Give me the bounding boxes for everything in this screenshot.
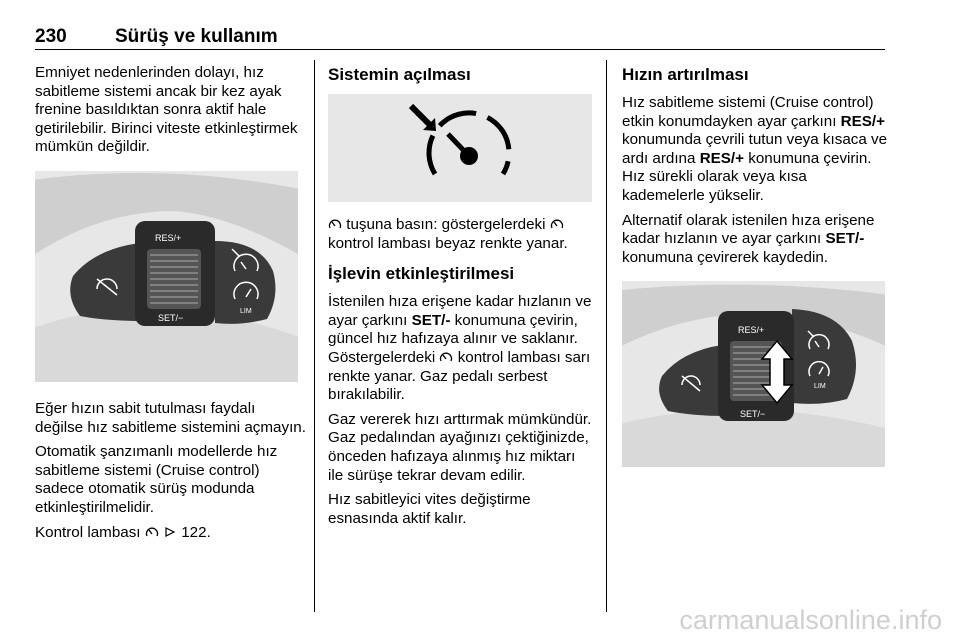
thumbwheel-figure [622,281,885,467]
paragraph-3-text: Kontrol lambası [35,523,141,541]
steering-controls-figure [35,171,298,382]
paragraph-alternative: Alternatif olarak istenilen hıza erişene kadar hızlanın ve ayar çarkını SET/- konumuna çevirerek kaydedin. [622,211,875,266]
heading-increase-speed: Hızın artırılması [622,65,749,84]
page-number: 230 [35,26,67,47]
watermark: carmanualsonline.info [679,605,942,635]
paragraph-press-button: tuşuna basın: göstergelerdeki kontrol lambası beyaz renkte yanar. [328,216,568,252]
lim-label: LIM [814,383,826,391]
thumbwheel-illustration [622,281,885,467]
lim-label: LIM [240,307,252,315]
paragraph-3 [35,524,307,543]
page-reference-arrow-icon [163,526,177,538]
set-label: SET/− [158,312,184,323]
cruise-control-icon [550,218,564,230]
cruise-control-symbol-illustration [328,94,592,202]
header-divider [35,49,885,50]
paragraph-1: Eğer hızın sabit tutulması faydalı değilse hız sabitleme sistemini açmayın. [35,399,306,436]
res-label: RES/+ [155,232,182,243]
cruise-control-icon [439,351,453,363]
heading-activation: İşlevin etkinleştirilmesi [328,264,515,284]
column-1 [35,64,307,548]
cruise-control-symbol-figure [328,94,592,202]
res-label: RES/+ [738,325,765,336]
column-2 [328,64,592,534]
paragraph-gear-change: Hız sabitleyici vites değiştirme esnasında aktif kalır. [328,491,531,527]
intro-paragraph: Emniyet nedenlerinden dolayı, hız sabitleme sistemi ancak bir kez ayak frenine basıldıktan sonra aktif hale getirilebilir. Birinci viteste etkinleştirmek mümkün değildir. [35,64,298,156]
page-reference[interactable]: 122. [181,523,211,541]
column-3 [622,64,888,467]
cruise-control-icon [145,526,159,538]
heading-system-on: Sistemin açılması [328,65,471,84]
paragraph-activation: İstenilen hıza erişene kadar hızlanın ve ayar çarkını SET/- konumuna çevirin, güncel hız hafızaya alınır ve saklanır. Göstergelerdeki kontrol lambası sarı renkte yanar. Gaz pedalı serbest bırakılabilir. [328,293,592,404]
cruise-control-icon [328,218,342,230]
column-divider-2 [606,60,607,612]
set-label: SET/− [740,409,766,420]
section-title: Sürüş ve kullanım [115,26,278,47]
column-divider-1 [314,60,315,612]
paragraph-increase-speed: Hız sabitleme sistemi (Cruise control) etkin konumdayken ayar çarkını RES/+ konumunda çevrili tutun veya kısaca ve ardı ardına RES/+ konumuna çevirin. Hız sürekli olarak veya kısa kademelerle yükselir. [622,94,888,204]
paragraph-2: Otomatik şanzımanlı modellerde hız sabitleme sistemi (Cruise control) sadece otomatik sürüş modunda etkinleştirilmelidir. [35,443,278,516]
paragraph-acceleration: Gaz vererek hızı arttırmak mümkündür. Gaz pedalından ayağınızı çektiğinizde, önceden hafızaya alınmış hız miktarı ile sürüşe tekrar devam edilir. [328,410,592,484]
steering-controls-illustration [35,171,298,382]
